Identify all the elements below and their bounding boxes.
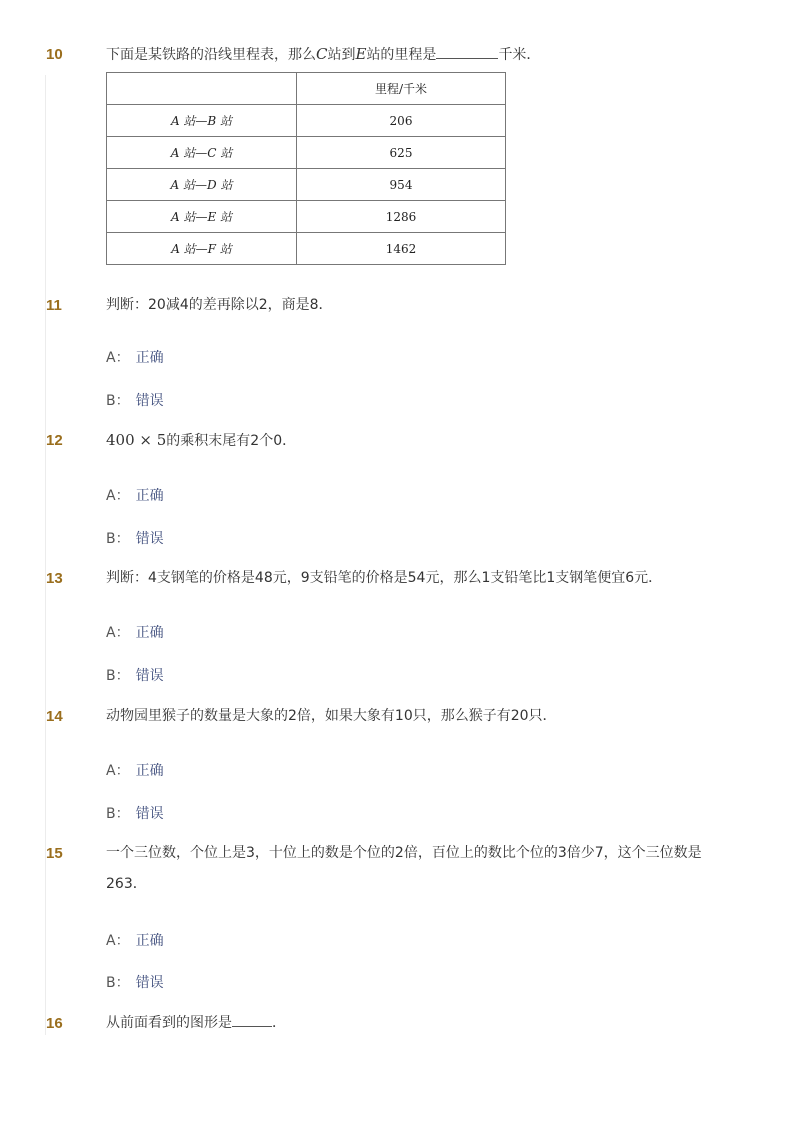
option-b[interactable]: B： 错误 (106, 531, 164, 547)
question-number: 11 (46, 297, 62, 314)
option-b[interactable]: B： 错误 (106, 393, 164, 409)
table-row (107, 233, 506, 265)
option-b[interactable]: B： 错误 (106, 975, 164, 991)
table-row (107, 201, 506, 233)
answer-blank[interactable] (436, 44, 498, 59)
table-header-cell: 里程/千米 (297, 73, 506, 105)
question-text: 从前面看到的图形是 ． (106, 1008, 726, 1039)
math-expression: 400 × 5 (106, 431, 167, 449)
table-cell-label: A 站—E 站 (107, 201, 297, 233)
table-cell-label: A 站—D 站 (107, 169, 297, 201)
answer-blank[interactable] (232, 1012, 272, 1027)
question-number: 16 (46, 1015, 63, 1032)
table-cell-value: 954 (297, 169, 506, 201)
table-row (107, 137, 506, 169)
option-a[interactable]: A： 正确 (106, 933, 164, 949)
question-number: 13 (46, 570, 63, 587)
table-cell-value: 625 (297, 137, 506, 169)
table-cell-value: 206 (297, 105, 506, 137)
question-text: 下面是某铁路的沿线里程表，那么C站到E站的里程是 千米． (106, 45, 541, 63)
option-a[interactable]: A： 正确 (106, 488, 164, 504)
table-cell-label: A 站—B 站 (107, 105, 297, 137)
question-number: 14 (46, 708, 63, 725)
mileage-table (106, 72, 506, 265)
question-text: 动物园里猴子的数量是大象的2倍，如果大象有10只，那么猴子有20只． (106, 708, 557, 724)
option-b[interactable]: B： 错误 (106, 668, 164, 684)
table-row (107, 169, 506, 201)
question-number: 15 (46, 845, 63, 862)
question-text: 400 × 5的乘积末尾有2个0． (106, 431, 297, 449)
question-text: 一个三位数，个位上是3，十位上的数是个位的2倍，百位上的数比个位的3倍少7，这个三位数是 263． (106, 845, 702, 892)
question-number: 12 (46, 432, 63, 449)
table-cell-value: 1462 (297, 233, 506, 265)
table-row (107, 105, 506, 137)
option-a[interactable]: A： 正确 (106, 350, 164, 366)
table-cell-label: A 站—F 站 (107, 233, 297, 265)
left-divider-line (45, 75, 46, 1035)
option-a[interactable]: A： 正确 (106, 625, 164, 641)
option-a[interactable]: A： 正确 (106, 763, 164, 779)
table-header-row (107, 73, 506, 105)
table-cell-label: A 站—C 站 (107, 137, 297, 169)
question-text: 判断：4支钢笔的价格是48元，9支铅笔的价格是54元，那么1支铅笔比1支钢笔便宜6元． (106, 570, 663, 586)
option-b[interactable]: B： 错误 (106, 806, 164, 822)
table-cell-value: 1286 (297, 201, 506, 233)
question-text: 判断：20减4的差再除以2，商是8． (106, 297, 333, 313)
station-variable: C (316, 45, 328, 63)
station-variable: E (355, 45, 367, 63)
question-number: 10 (46, 46, 63, 63)
table-header-cell (107, 73, 297, 105)
